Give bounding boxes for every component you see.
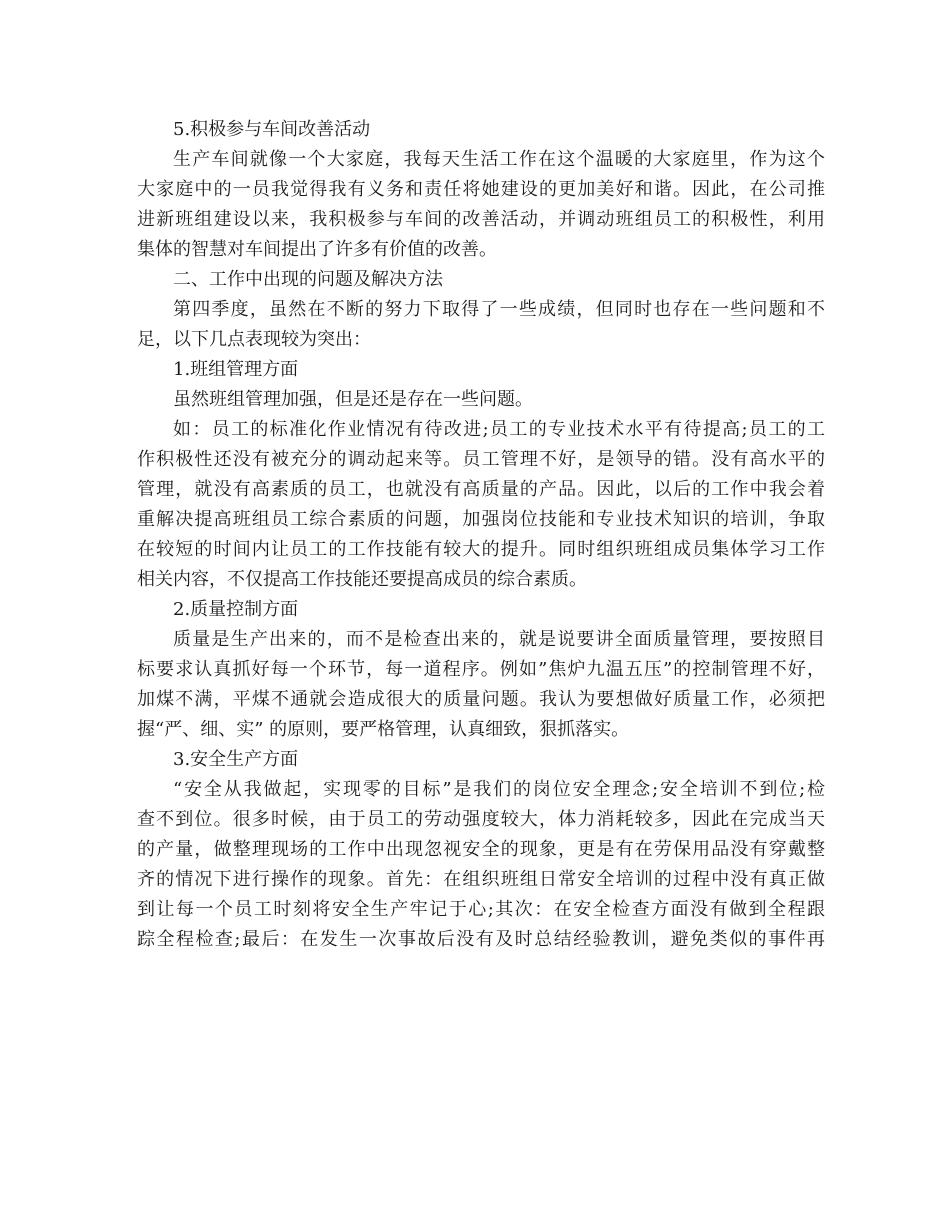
text-line: 管理，就没有高素质的员工，也就没有高质量的产品。因此，以后的工作中我会着 [137, 479, 825, 500]
text-line: 握“严、细、实” 的原则，要严格管理，认真细致，狠抓落实。 [137, 719, 630, 740]
text-line: 生产车间就像一个大家庭，我每天生活工作在这个温暖的大家庭里，作为这个 [173, 149, 825, 170]
subheading-team-management: 1.班组管理方面 [173, 359, 299, 380]
text-line: 重解决提高班组员工综合素质的问题，加强岗位技能和专业技术知识的培训，争取 [137, 509, 825, 530]
paragraph-q4 [137, 295, 825, 355]
section-heading-5: 5.积极参与车间改善活动 [173, 119, 371, 140]
text-line: 相关内容，不仅提高工作技能还要提高成员的综合素质。 [137, 569, 587, 590]
text-line: 标要求认真抓好每一个环节，每一道程序。例如”焦炉九温五压”的控制管理不好， [137, 659, 825, 680]
text-line: 第四季度，虽然在不断的努力下取得了一些成绩，但同时也存在一些问题和不 [173, 299, 825, 320]
text-line: 作积极性还没有被充分的调动起来等。员工管理不好，是领导的错。没有高水平的 [137, 449, 825, 470]
section-heading-2: 二、工作中出现的问题及解决方法 [173, 269, 443, 290]
text-line: 到让每一个员工时刻将安全生产牢记于心;其次：在安全检查方面没有做到全程跟 [137, 899, 825, 920]
paragraph-team-detail [137, 415, 825, 595]
text-line: 集体的智慧对车间提出了许多有价值的改善。 [137, 239, 497, 260]
text-line: 进新班组建设以来，我积极参与车间的改善活动，并调动班组员工的积极性，利用 [137, 209, 825, 230]
paragraph-safety [137, 775, 825, 955]
text-line: 足，以下几点表现较为突出： [137, 329, 371, 350]
text-line: 齐的情况下进行操作的现象。首先：在组织班组日常安全培训的过程中没有真正做 [137, 869, 825, 890]
text-line: 如：员工的标准化作业情况有待改进;员工的专业技术水平有待提高;员工的工 [173, 419, 825, 440]
document-page [137, 115, 825, 955]
text-line: 质量是生产出来的，而不是检查出来的，就是说要讲全面质量管理，要按照目 [173, 629, 825, 650]
text-line: 大家庭中的一员我觉得我有义务和责任将她建设的更加美好和谐。因此，在公司推 [137, 179, 825, 200]
text-line: “安全从我做起，实现零的目标”是我们的岗位安全理念;安全培训不到位;检 [173, 779, 825, 800]
text-line: 在较短的时间内让员工的工作技能有较大的提升。同时组织班组成员集体学习工作 [137, 539, 825, 560]
subheading-quality-control: 2.质量控制方面 [173, 599, 299, 620]
text-line: 的产量，做整理现场的工作中出现忽视安全的现象，更是有在劳保用品没有穿戴整 [137, 839, 825, 860]
text-line: 查不到位。很多时候，由于员工的劳动强度较大，体力消耗较多，因此在完成当天 [137, 809, 825, 830]
paragraph-quality [137, 625, 825, 745]
text-line: 虽然班组管理加强，但是还是存在一些问题。 [173, 389, 533, 410]
subheading-safety: 3.安全生产方面 [173, 749, 299, 770]
paragraph-workshop [137, 145, 825, 265]
paragraph-team-intro [137, 385, 825, 415]
text-line: 加煤不满，平煤不通就会造成很大的质量问题。我认为要想做好质量工作，必须把 [137, 689, 825, 710]
text-line: 踪全程检查;最后：在发生一次事故后没有及时总结经验教训，避免类似的事件再 [137, 929, 825, 950]
